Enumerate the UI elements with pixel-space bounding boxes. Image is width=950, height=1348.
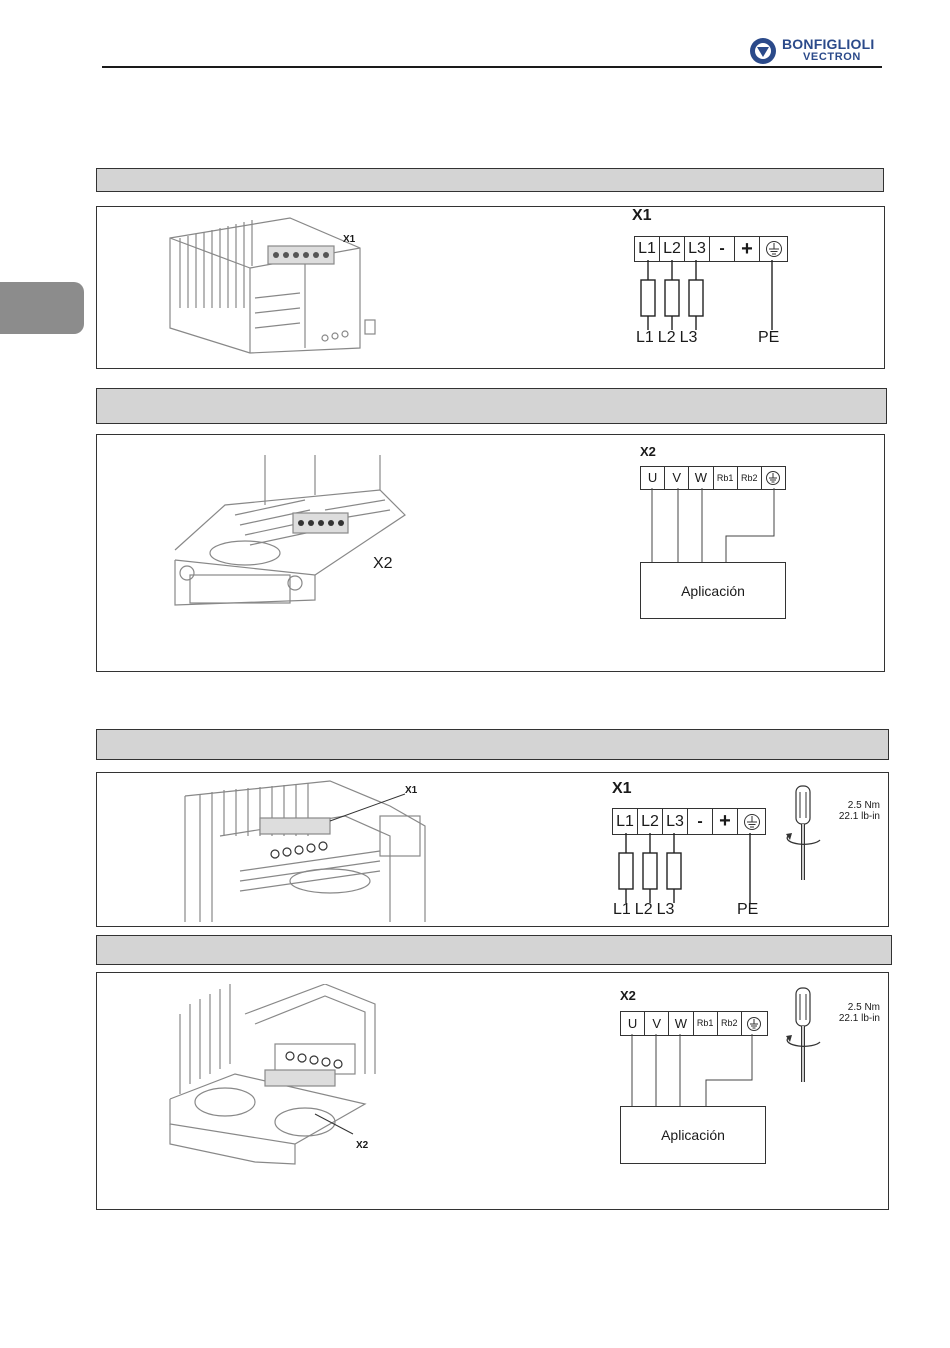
terminal-w: W: [669, 1012, 693, 1035]
bottom-label-l2: L2: [657, 329, 676, 346]
section4-terminal-block: [620, 1011, 768, 1036]
terminal-l1: L1: [613, 809, 638, 834]
logo-text-bonfiglioli: BONFIGLIOLI: [782, 36, 875, 52]
terminal-w: W: [689, 467, 713, 489]
section3-bottom-labels: [613, 901, 674, 919]
logo-text-vectron: VECTRON: [803, 51, 861, 63]
section4-torque: [836, 1002, 880, 1024]
section1-photo-label: X1: [343, 234, 356, 245]
terminal-u: U: [621, 1012, 645, 1035]
bottom-label-l3: L3: [656, 901, 675, 918]
bottom-label-pe: PE: [737, 901, 759, 918]
torque-lbin: 22.1 lb-in: [838, 811, 880, 822]
terminal-l3: L3: [663, 809, 688, 834]
bottom-label-l1: L1: [613, 901, 631, 918]
ground-icon: [742, 1012, 767, 1035]
section2-photo-label: X2: [373, 555, 393, 572]
section2-wiring: [640, 488, 790, 564]
section3-photo-label: X1: [405, 785, 418, 796]
section2-application-box: Aplicación: [640, 562, 786, 619]
section2-connector-title: X2: [640, 444, 656, 459]
terminal-minus: -: [688, 809, 713, 834]
section4-wiring: [620, 1034, 770, 1108]
section2-band: [96, 388, 887, 424]
terminal-plus: +: [713, 809, 738, 834]
chapter-tab: [0, 282, 84, 334]
bottom-label-l3: L3: [679, 329, 698, 346]
section1-connector-title: X1: [632, 207, 652, 224]
ground-icon: [738, 809, 765, 834]
ground-icon: [762, 467, 785, 489]
bottom-label-l1: L1: [636, 329, 654, 346]
terminal-plus: +: [735, 237, 760, 261]
terminal-rb2: Rb2: [718, 1012, 742, 1035]
terminal-l3: L3: [685, 237, 710, 261]
section1-terminal-block: [634, 236, 788, 262]
logo-emblem-icon: [748, 36, 778, 66]
section3-device-illustration: [180, 776, 445, 922]
terminal-rb1: Rb1: [694, 1012, 718, 1035]
section2-terminal-block: [640, 466, 786, 490]
section1-bottom-labels: [636, 329, 697, 347]
section3-connector-title: X1: [612, 780, 632, 797]
screwdriver-icon: [784, 784, 832, 884]
section4-photo-label: X2: [356, 1140, 369, 1151]
section1-device-illustration: [160, 208, 400, 358]
terminal-rb2: Rb2: [738, 467, 762, 489]
brand-logo: [748, 34, 888, 68]
section3-band: [96, 729, 889, 760]
section1-wiring: [634, 260, 794, 330]
section2-device-illustration: [165, 455, 410, 620]
section1-band: [96, 168, 884, 192]
terminal-l1: L1: [635, 237, 660, 261]
section3-terminal-block: [612, 808, 766, 835]
section3-wiring: [612, 833, 772, 903]
section4-application-box: Aplicación: [620, 1106, 766, 1164]
ground-icon: [760, 237, 787, 261]
section3-torque: [836, 800, 880, 822]
terminal-l2: L2: [660, 237, 685, 261]
terminal-v: V: [645, 1012, 669, 1035]
header-rule: [102, 66, 882, 68]
torque-nm: 2.5 Nm: [847, 1002, 880, 1013]
torque-nm: 2.5 Nm: [847, 800, 880, 811]
bottom-label-l2: L2: [634, 901, 653, 918]
bottom-label-pe: PE: [758, 329, 780, 346]
terminal-minus: -: [710, 237, 735, 261]
terminal-v: V: [665, 467, 689, 489]
terminal-l2: L2: [638, 809, 663, 834]
section4-connector-title: X2: [620, 988, 636, 1003]
terminal-rb1: Rb1: [714, 467, 738, 489]
screwdriver-icon: [784, 986, 832, 1086]
terminal-u: U: [641, 467, 665, 489]
torque-lbin: 22.1 lb-in: [838, 1013, 880, 1024]
section4-band: [96, 935, 892, 965]
